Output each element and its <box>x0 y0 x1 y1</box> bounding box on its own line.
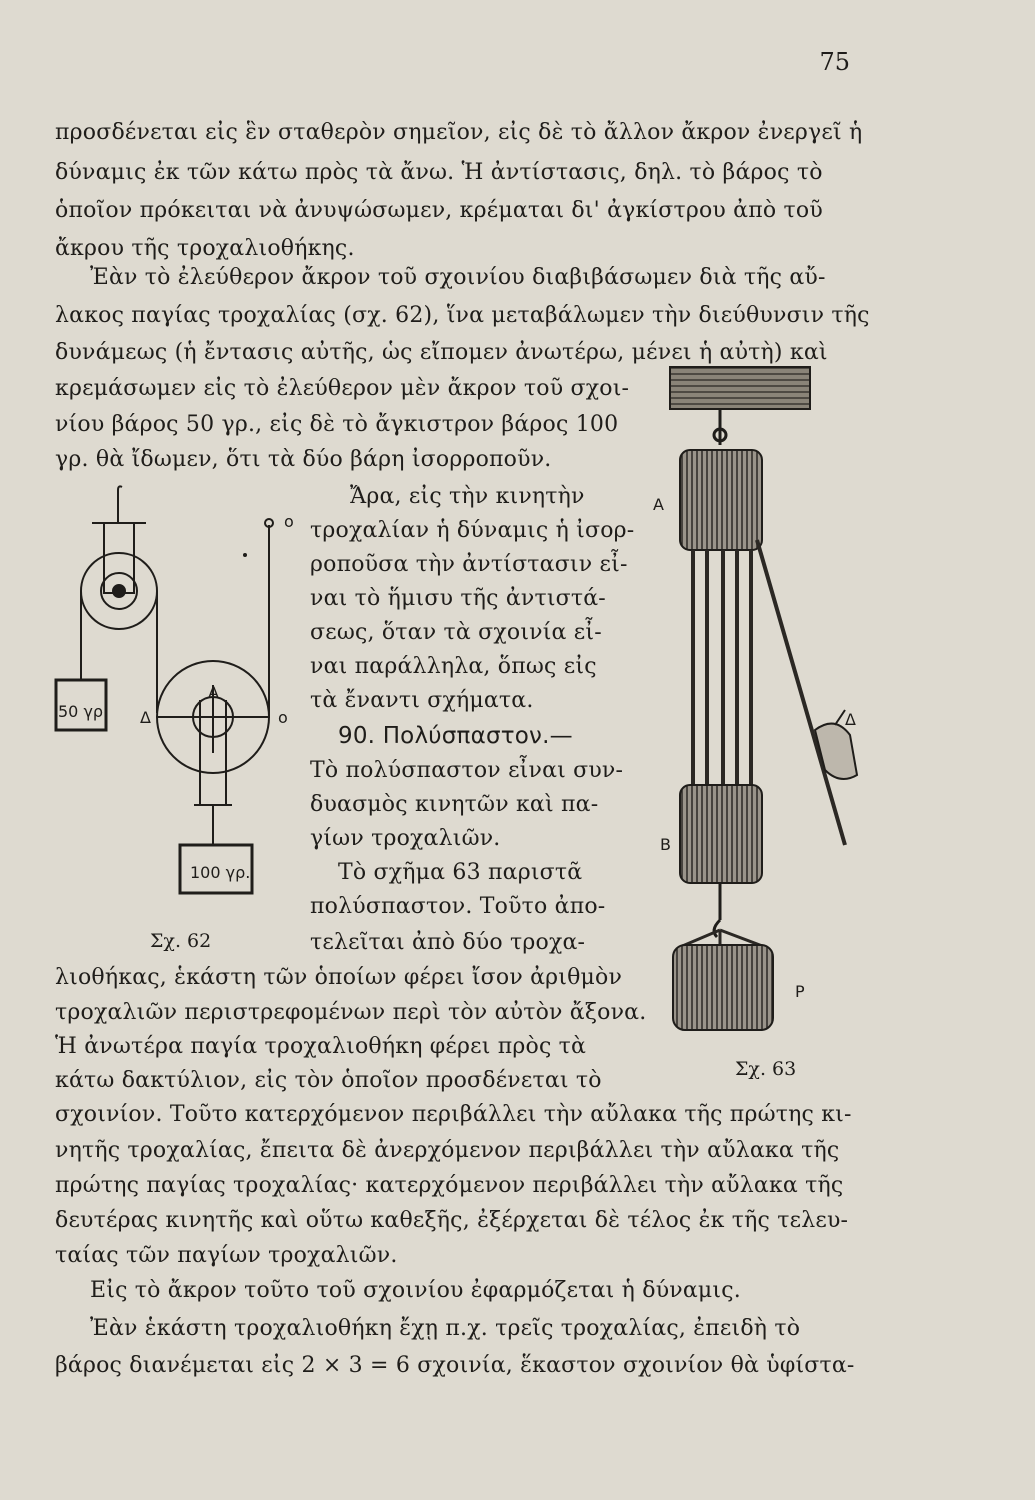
text-line: κρεμάσωμεν εἰς τὸ ἐλεύθερον μὲν ἄκρον τοῦ σχοι- <box>55 376 630 401</box>
page-number: 75 <box>819 48 850 76</box>
text-line: τροχαλίαν ἡ δύναμις ἡ ἰσορ- <box>310 518 635 543</box>
text-line: ταίας τῶν παγίων τροχαλιῶν. <box>55 1243 398 1268</box>
text-line: προσδένεται εἰς ἓν σταθερὸν σημεῖον, εἰς δὲ τὸ ἄλλον ἄκρον ἐνεργεῖ ἡ <box>55 120 863 145</box>
text-line: λιοθήκας, ἑκάστη τῶν ὁποίων φέρει ἴσον ἀριθμὸν <box>55 965 623 990</box>
fig63-label-b: B <box>660 835 671 854</box>
text-line: γρ. θὰ ἴδωμεν, ὅτι τὰ δύο βάρη ἰσορροποῦν. <box>55 447 552 472</box>
text-line: δύναμις ἐκ τῶν κάτω πρὸς τὰ ἄνω. Ἡ ἀντίστασις, δηλ. τὸ βάρος τὸ <box>55 160 823 185</box>
figure-63-block-and-tackle <box>645 365 890 1045</box>
text-line: γίων τροχαλιῶν. <box>310 826 501 851</box>
text-line: ροποῦσα τὴν ἀντίστασιν εἶ- <box>310 552 628 577</box>
text-line: Ἐὰν τὸ ἐλεύθερον ἄκρον τοῦ σχοινίου διαβιβάσωμεν διὰ τῆς αὔ- <box>90 265 826 290</box>
text-line: νητῆς τροχαλίας, ἔπειτα δὲ ἀνερχόμενον περιβάλλει τὴν αὔλακα τῆς <box>55 1138 840 1163</box>
text-line: ὁποῖον πρόκειται νὰ ἀνυψώσωμεν, κρέμαται δι' ἀγκίστρου ἀπὸ τοῦ <box>55 198 823 223</box>
fig62-label-o-top: ο <box>284 512 294 531</box>
fig62-weight-left: 50 γρ. <box>58 702 109 721</box>
text-line: Ἄρα, εἰς τὴν κινητὴν <box>350 484 585 509</box>
text-line: ναι τὸ ἥμισυ τῆς ἀντιστά- <box>310 586 606 611</box>
figure-62-caption: Σχ. 62 <box>150 930 212 952</box>
text-line: Ἐὰν ἑκάστη τροχαλιοθήκη ἔχῃ π.χ. τρεῖς τροχαλίας, ἐπειδὴ τὸ <box>90 1316 801 1341</box>
text-line: ναι παράλληλα, ὅπως εἰς <box>310 654 597 679</box>
text-line: τελεῖται ἀπὸ δύο τροχα- <box>310 930 586 955</box>
fig62-label-d: Δ <box>140 708 151 727</box>
text-line: Ἡ ἀνωτέρα παγία τροχαλιοθήκη φέρει πρὸς τὰ <box>55 1034 587 1059</box>
text-line: σεως, ὅταν τὰ σχοινία εἶ- <box>310 620 602 645</box>
text-line: ἄκρου τῆς τροχαλιοθήκης. <box>55 236 355 261</box>
text-line: Τὸ πολύσπαστον εἶναι συν- <box>310 758 624 783</box>
text-line: Εἰς τὸ ἄκρον τοῦτο τοῦ σχοινίου ἐφαρμόζεται ἡ δύναμις. <box>90 1278 741 1303</box>
section-heading: 90. Πολύσπαστον.— <box>338 723 573 749</box>
text-line: τροχαλιῶν περιστρεφομένων περὶ τὸν αὐτὸν ἄξονα. <box>55 1000 647 1025</box>
text-line: σχοινίον. Τοῦτο κατερχόμενον περιβάλλει τὴν αὔλακα τῆς πρώτης κι- <box>55 1102 852 1127</box>
text-line: λακος παγίας τροχαλίας (σχ. 62), ἵνα μεταβάλωμεν τὴν διεύθυνσιν τῆς <box>55 303 870 328</box>
fig62-weight-bottom: 100 γρ. <box>190 863 251 882</box>
figure-63-caption: Σχ. 63 <box>735 1058 797 1080</box>
text-line: νίου βάρος 50 γρ., εἰς δὲ τὸ ἄγκιστρον βάρος 100 <box>55 412 619 437</box>
fig62-label-a: Α <box>208 683 219 702</box>
fig62-label-o-right: ο <box>278 708 288 727</box>
text-line: δυνάμεως (ἡ ἔντασις αὐτῆς, ὡς εἴπομεν ἀνωτέρω, μένει ἡ αὐτὴ) καὶ <box>55 340 828 365</box>
text-line: βάρος διανέμεται εἰς 2 × 3 = 6 σχοινία, ἕκαστον σχοινίον θὰ ὑφίστα- <box>55 1353 855 1378</box>
fig63-label-d: Δ <box>845 710 856 729</box>
text-line: κάτω δακτύλιον, εἰς τὸν ὁποῖον προσδένεται τὸ <box>55 1068 602 1093</box>
text-line: πολύσπαστον. Τοῦτο ἀπο- <box>310 894 606 919</box>
fig63-label-a: A <box>653 495 664 514</box>
figure-62-pulley-diagram <box>40 485 310 935</box>
text-line: τὰ ἔναντι σχήματα. <box>310 688 534 713</box>
text-line: δευτέρας κινητῆς καὶ οὕτω καθεξῆς, ἐξέρχεται δὲ τέλος ἐκ τῆς τελευ- <box>55 1208 849 1233</box>
text-line: Τὸ σχῆμα 63 παριστᾶ <box>338 860 583 885</box>
text-line: πρώτης παγίας τροχαλίας· κατερχόμενον περιβάλλει τὴν αὔλακα τῆς <box>55 1173 844 1198</box>
text-line: δυασμὸς κινητῶν καὶ πα- <box>310 792 599 817</box>
fig63-label-p: P <box>795 982 805 1001</box>
